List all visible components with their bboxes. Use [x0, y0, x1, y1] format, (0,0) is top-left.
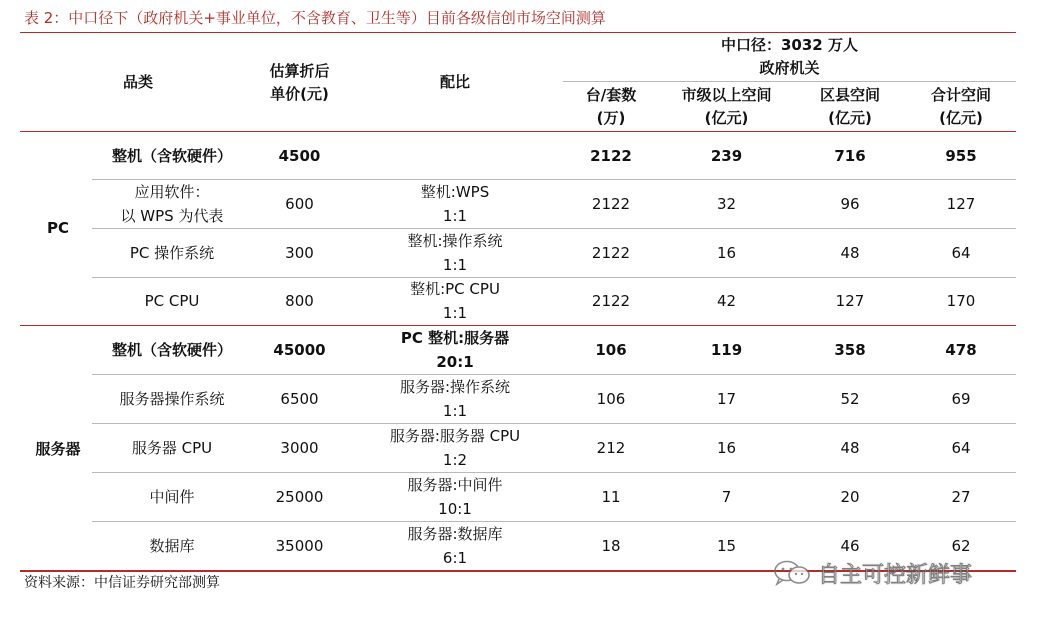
table-row-ratio: 服务器:服务器 CPU 1:2	[389, 427, 521, 469]
table-row-total: 62	[951, 537, 971, 555]
table-row-city: 16	[716, 439, 737, 457]
table-row-city: 119	[710, 341, 743, 359]
table-row-units: 106	[595, 341, 627, 359]
table-row-ratio: 整机:WPS 1:1	[420, 183, 490, 225]
table-row-county: 127	[835, 292, 865, 310]
table-row-ratio: 服务器:操作系统 1:1	[399, 378, 511, 420]
header-group-line2: 政府机关	[759, 59, 820, 77]
watermark-text: 自主可控新鲜事	[818, 562, 973, 588]
table-row-city: 239	[710, 147, 743, 165]
table-row-price: 600	[285, 195, 314, 213]
header-col-city-line2: (亿元)	[704, 108, 749, 127]
table-row-price: 25000	[275, 488, 324, 506]
header-col-units-line2: (万)	[596, 108, 626, 127]
header-col-county	[794, 82, 906, 131]
table-row-units: 2122	[590, 147, 632, 165]
table-row-units: 2122	[591, 292, 631, 310]
table-row-price: 4500	[278, 147, 321, 165]
header-unit-price-line2: 单价(元)	[270, 84, 329, 103]
header-col-city	[659, 82, 794, 131]
table-row-city: 42	[716, 292, 737, 310]
header-group-line1: 中口径：3032 万人	[721, 36, 858, 54]
table-row-county: 716	[834, 147, 866, 165]
table-row-item: PC CPU	[144, 292, 200, 310]
table-row-price: 3000	[280, 439, 319, 457]
header-col-total-line1: 合计空间	[930, 85, 991, 104]
table-row-item: 服务器 CPU	[131, 439, 213, 457]
table-row-county: 52	[840, 390, 860, 408]
header-col-total	[906, 82, 1016, 131]
table-row-price: 6500	[280, 390, 319, 408]
header-unit-price-line1: 估算折后	[269, 61, 330, 80]
header-col-total-line2: (亿元)	[939, 108, 983, 127]
table-row-price: 800	[285, 292, 314, 310]
table-row-city: 15	[716, 537, 737, 555]
header-group	[563, 34, 1016, 80]
table-row-county: 46	[840, 537, 860, 555]
header-category	[24, 34, 252, 131]
table-row-total: 170	[946, 292, 976, 310]
wechat-icon	[772, 559, 812, 587]
source-note: 资料来源：中信证券研究部测算	[24, 575, 220, 591]
table-row-item: 整机（含软硬件）	[111, 341, 232, 359]
table-row-ratio	[347, 132, 563, 180]
table-row-ratio: 服务器:数据库 6:1	[407, 525, 503, 567]
table-row-price: 45000	[273, 341, 326, 359]
table-row-item: 应用软件： 以 WPS 为代表	[120, 183, 224, 225]
table-row-ratio: 整机:操作系统 1:1	[407, 232, 503, 274]
table-row-total: 955	[945, 147, 977, 165]
table-row-price: 35000	[275, 537, 324, 555]
table-row-units: 11	[601, 488, 621, 506]
header-unit-price	[252, 34, 347, 131]
table-row-county: 96	[840, 195, 860, 213]
table-row-city: 16	[716, 244, 737, 262]
table-row-units: 212	[596, 439, 626, 457]
table-row-total: 64	[951, 244, 971, 262]
table-row-item: 中间件	[149, 488, 195, 506]
table-row-total: 69	[951, 390, 971, 408]
table-row-city: 7	[721, 488, 732, 506]
header-col-county-line1: 区县空间	[819, 85, 880, 104]
table-row-county: 20	[840, 488, 860, 506]
table-row-units: 2122	[591, 244, 631, 262]
header-ratio	[347, 34, 563, 131]
group-label-pc: PC	[46, 219, 69, 237]
table-row-units: 18	[601, 537, 621, 555]
header-col-units-line1: 台/套数	[585, 85, 637, 104]
table-row-total: 27	[951, 488, 971, 506]
header-col-county-line2: (亿元)	[828, 108, 872, 127]
header-category-label: 品类	[122, 73, 153, 91]
table-title: 表 2：中口径下（政府机关+事业单位，不含教育、卫生等）目前各级信创市场空间测算	[24, 9, 606, 27]
table-row-item: 整机（含软硬件）	[111, 147, 232, 165]
title-rule	[20, 32, 1016, 33]
table-row-item: 服务器操作系统	[119, 390, 225, 408]
table-row-total: 127	[946, 195, 976, 213]
table-row-total: 64	[951, 439, 971, 457]
table-row-city: 32	[716, 195, 737, 213]
table-row-ratio: 服务器:中间件 10:1	[407, 476, 503, 518]
header-col-units	[563, 82, 659, 131]
watermark	[772, 553, 972, 593]
table-row-total: 478	[945, 341, 977, 359]
table-row-units: 2122	[591, 195, 631, 213]
table-row-city: 17	[716, 390, 737, 408]
table-row-item: 数据库	[149, 537, 195, 555]
table-row-item: PC 操作系统	[129, 244, 215, 262]
header-col-city-line1: 市级以上空间	[681, 85, 772, 104]
table-row-county: 48	[840, 439, 860, 457]
table-row-ratio: PC 整机:服务器 20:1	[400, 329, 510, 371]
table-row-county: 48	[840, 244, 860, 262]
table-row-ratio: 整机:PC CPU 1:1	[410, 280, 500, 322]
group-label-server: 服务器	[35, 439, 81, 458]
table-row-county: 358	[834, 341, 866, 359]
table-row-price: 300	[285, 244, 314, 262]
header-ratio-label: 配比	[439, 73, 470, 91]
table-row-units: 106	[596, 390, 626, 408]
